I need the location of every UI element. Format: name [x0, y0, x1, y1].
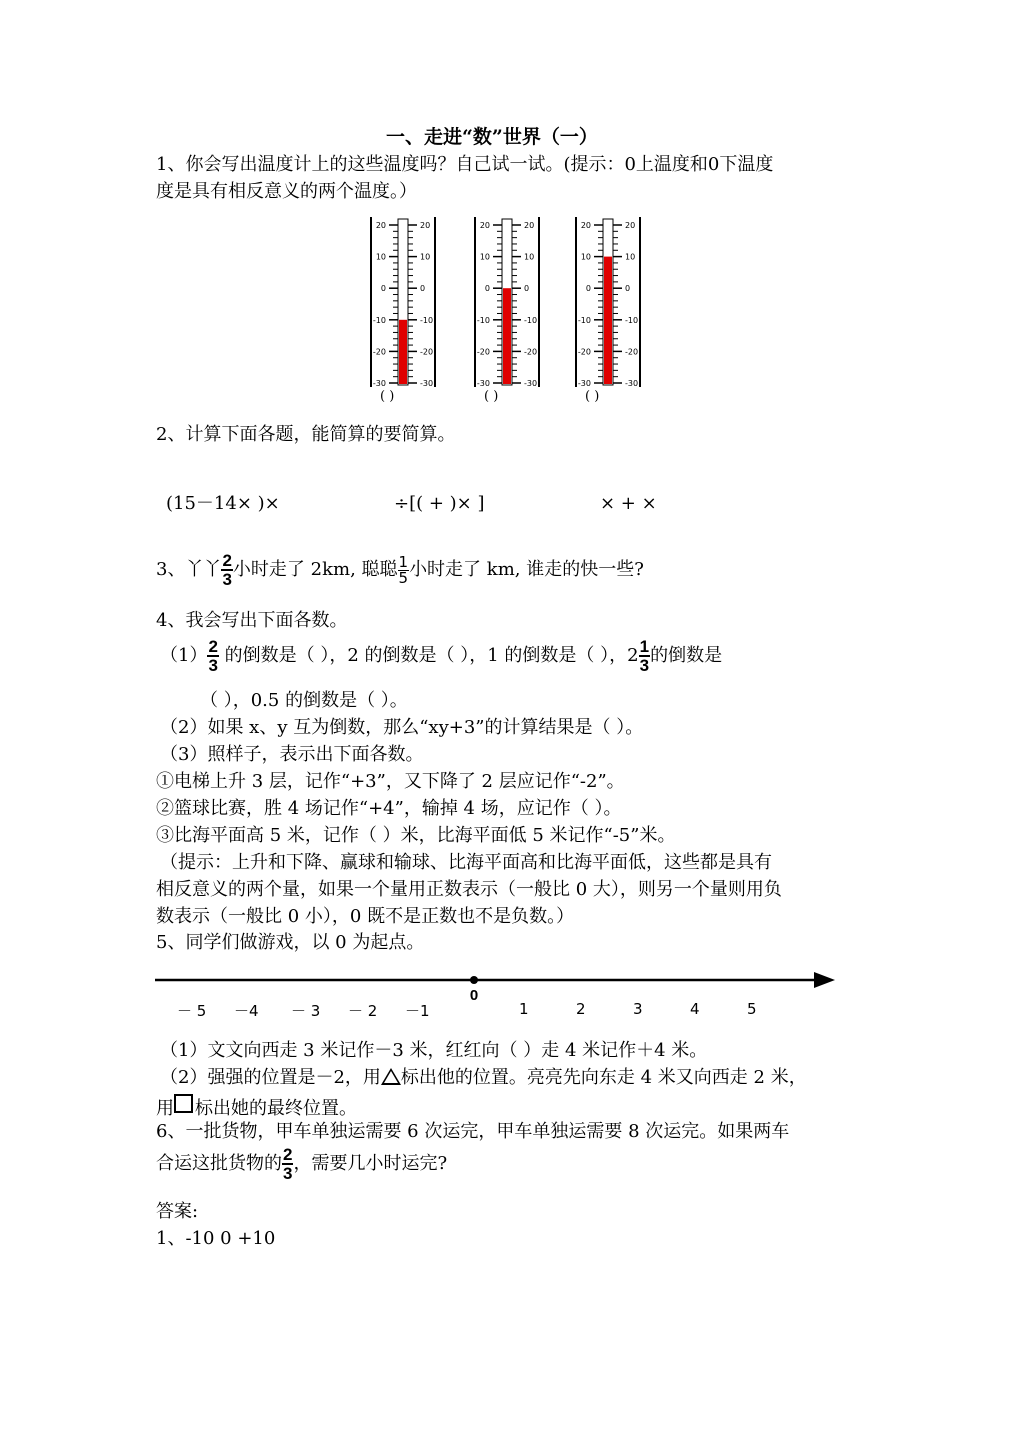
number-line-origin-dot	[470, 976, 478, 984]
q6-line1: 6、一批货物，甲车单独运需要 6 次运完，甲车单独运需要 8 次运完。如果两车	[156, 1121, 790, 1142]
thermometer-scale-label-right: -30	[524, 379, 538, 387]
q3-fraction-2	[398, 552, 410, 587]
q4-sub1-tail: 的倒数是	[650, 645, 723, 666]
thermometer-scale-label-right: -20	[420, 347, 434, 357]
number-line-label: －1	[405, 1002, 430, 1020]
q5-sub1: （1）文文向西走 3 米记作－3 米，红红向（ ）走 4 米记作＋4 米。	[160, 1040, 708, 1061]
thermometer-scale-label-left: -20	[372, 347, 386, 357]
q3-part3: 小时走了 km, 谁走的快一些?	[409, 559, 644, 580]
thermometer-scale-label-left: 10	[375, 252, 386, 262]
thermometer-answer-blank-2: ( )	[484, 389, 499, 404]
q3-part1: 3、丫丫	[156, 559, 222, 580]
thermometer-scale-label-left: -10	[372, 315, 386, 325]
number-line-label: － 5	[177, 1002, 207, 1020]
thermometer-scale-label-right: -20	[524, 347, 538, 357]
q4-example-1: ①电梯上升 3 层，记作“+3”，又下降了 2 层应记作“-2”。	[156, 771, 625, 792]
q5-sub2-text-d: 标出她的最终位置。	[195, 1098, 357, 1119]
q2-expression-2: ÷[( + )× ]	[394, 493, 485, 514]
thermometer-scale-label-right: -30	[625, 379, 639, 387]
square-icon	[174, 1094, 193, 1113]
thermometer-scale-label-right: -20	[625, 347, 639, 357]
thermometer-scale-label-left: -20	[476, 347, 490, 357]
q1-line1: 1、你会写出温度计上的这些温度吗？自己试一试。(提示：0上温度和0下温度	[156, 154, 774, 175]
thermometer-liquid	[604, 257, 612, 384]
thermometer-scale-label-right: 0	[420, 284, 426, 294]
thermometer-scale-label-right: -10	[524, 315, 538, 325]
number-line-label: －4	[234, 1002, 259, 1020]
thermometer-liquid	[399, 320, 407, 384]
q3-fraction-2-denominator: 5	[398, 568, 409, 587]
q4-prompt: 4、我会写出下面各数。	[156, 610, 348, 631]
q2-expression-3: × + ×	[600, 493, 657, 514]
q6-fraction-numerator: 2	[283, 1145, 293, 1164]
number-line-label: 1	[519, 1000, 529, 1018]
thermometer-scale-label-left: -20	[577, 347, 591, 357]
thermometer-answer-blank-1: ( )	[380, 389, 395, 404]
thermometer-scale-label-right: -10	[625, 315, 639, 325]
q6-line2	[156, 1146, 447, 1182]
q3-line	[156, 552, 644, 588]
number-line-origin-label: 0	[469, 987, 479, 1004]
thermometer-scale-label-right: 0	[524, 284, 530, 294]
q5-sub2-text-b: 标出他的位置。亮亮先向东走 4 米又向西走 2 米，	[400, 1067, 807, 1088]
q5-sub2-text-c: 用	[156, 1098, 174, 1119]
answer-1: 1、-10 0 +10	[156, 1228, 276, 1249]
q4-sub1-line1	[160, 638, 722, 674]
q3-fraction-2-numerator: 1	[398, 552, 409, 571]
q4-sub3: （3）照样子，表示出下面各数。	[160, 744, 424, 765]
number-line-label: 4	[690, 1000, 700, 1018]
q6-fraction-denominator: 3	[283, 1164, 293, 1183]
thermometer-answer-blank-3: ( )	[585, 389, 600, 404]
thermometer-liquid	[503, 288, 511, 384]
thermometer-scale-label-left: 20	[580, 221, 591, 230]
q4-sub1-text: 的倒数是（ ），2 的倒数是（ ），1 的倒数是（ ），2	[218, 645, 639, 666]
q4-mixed-fraction	[639, 638, 650, 674]
thermometer-scale-label-left: -10	[476, 315, 490, 325]
thermometer-3	[575, 217, 641, 387]
q4-hint-3: 数表示（一般比 0 小），0 既不是正数也不是负数。）	[156, 906, 575, 927]
thermometer-scale-label-right: 0	[625, 284, 631, 294]
thermometer-2	[474, 217, 540, 387]
q4-example-2: ②篮球比赛，胜 4 场记作“+4”，输掉 4 场，应记作（ ）。	[156, 798, 622, 819]
q3-fraction-1-numerator: 2	[222, 551, 232, 570]
q4-fraction-numerator: 2	[208, 637, 218, 656]
q5-sub2-text-a: （2）强强的位置是－2，用	[160, 1067, 381, 1088]
thermometer-scale-label-right: 10	[625, 252, 636, 262]
q3-fraction-1	[221, 552, 232, 588]
thermometer-scale-label-right: -10	[420, 315, 434, 325]
thermometer-scale-label-right: -30	[420, 379, 434, 387]
number-line-label: 3	[633, 1000, 643, 1018]
thermometer-scale-label-right: 20	[420, 221, 431, 230]
thermometer-scale-label-left: 0	[380, 284, 386, 294]
q6-text-a: 合运这批货物的	[156, 1153, 282, 1174]
q6-fraction	[282, 1146, 293, 1182]
q4-sub1-label: （1）	[160, 645, 208, 666]
q6-text-b: ，需要几小时运完?	[293, 1153, 448, 1174]
q2-prompt: 2、计算下面各题，能简算的要简算。	[156, 424, 456, 445]
thermometer-1	[370, 217, 436, 387]
thermometer-scale-label-left: -30	[577, 379, 591, 387]
q4-hint-2: 相反意义的两个量，如果一个量用正数表示（一般比 0 大），则另一个量则用负	[156, 879, 782, 900]
number-line-arrow-icon	[814, 972, 835, 988]
thermometer-scale-label-left: 0	[484, 284, 490, 294]
page-title: 一、走进“数”世界（一）	[386, 126, 598, 148]
thermometer-scale-label-left: 0	[585, 284, 591, 294]
q4-mixed-fraction-denominator: 3	[639, 656, 650, 675]
q2-expression-1: (15－14× )×	[166, 493, 280, 514]
q4-example-3: ③比海平面高 5 米，记作（ ）米，比海平面低 5 米记作“-5”米。	[156, 825, 676, 846]
thermometer-scale-label-left: 20	[375, 221, 386, 230]
answers-label: 答案:	[156, 1201, 199, 1222]
thermometer-scale-label-left: 20	[479, 221, 490, 230]
q5-sub2-line1	[160, 1067, 807, 1089]
thermometer-scale-label-right: 20	[625, 221, 636, 230]
thermometer-scale-label-left: -30	[372, 379, 386, 387]
thermometer-scale-label-left: -30	[476, 379, 490, 387]
thermometer-scale-label-right: 20	[524, 221, 535, 230]
number-line-label: 2	[576, 1000, 586, 1018]
q4-mixed-fraction-numerator: 1	[639, 637, 650, 656]
q4-fraction	[207, 638, 218, 674]
q1-line2: 度是具有相反意义的两个温度。）	[156, 181, 417, 202]
q5-prompt: 5、同学们做游戏，以 0 为起点。	[156, 932, 425, 953]
thermometer-scale-label-right: 10	[524, 252, 535, 262]
q4-sub1-line2: （ ），0.5 的倒数是（ ）。	[200, 690, 408, 711]
thermometer-scale-label-left: 10	[479, 252, 490, 262]
q3-fraction-1-denominator: 3	[222, 570, 232, 589]
thermometer-scale-label-left: -10	[577, 315, 591, 325]
thermometer-scale-label-right: 10	[420, 252, 431, 262]
number-line-label: － 3	[291, 1002, 321, 1020]
number-line-label: － 2	[348, 1002, 378, 1020]
q4-fraction-denominator: 3	[208, 656, 218, 675]
triangle-icon	[381, 1068, 401, 1085]
q4-hint-1: （提示：上升和下降、赢球和输球、比海平面高和比海平面低，这些都是具有	[160, 852, 772, 873]
thermometer-scale-label-left: 10	[580, 252, 591, 262]
q4-sub2: （2）如果 x、y 互为倒数，那么“xy+3”的计算结果是（ ）。	[160, 717, 644, 738]
q3-part2: 小时走了 2km, 聪聪	[232, 559, 398, 580]
number-line-label: 5	[747, 1000, 757, 1018]
q5-sub2-line2	[156, 1094, 357, 1120]
